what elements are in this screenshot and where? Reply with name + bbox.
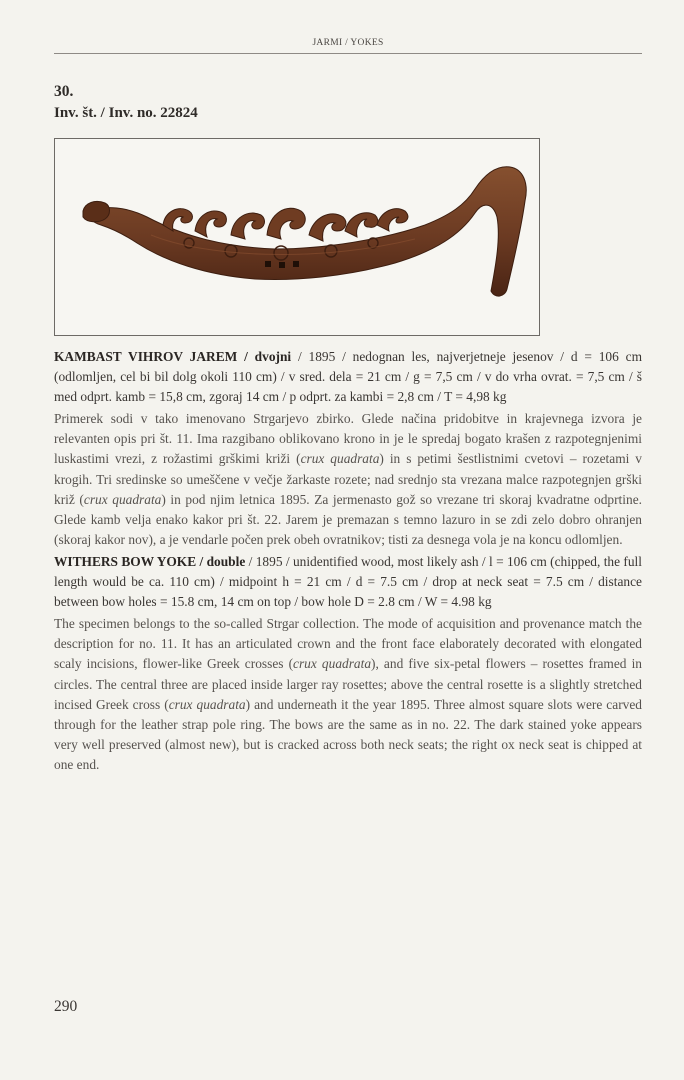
entry-text xyxy=(54,347,642,775)
slovene-heading xyxy=(54,347,642,407)
slovene-title: KAMBAST VIHROV JAREM xyxy=(54,349,238,364)
slovene-body-italic-1: crux quadrata xyxy=(300,451,380,467)
english-body-part-2: ), and five six-petal flowers – rosettes framed in circles. The central three are placed inside larger ray rosettes; above the central rosette is a slightly stretched incised Greek cross ( xyxy=(54,656,642,712)
slovene-body-part-1: Primerek sodi v tako imenovano Strgarjevo zbirko. Glede načina pridobitve in krajevnega izvora je relevanten opis pri št. 11. Ima razgibano oblikovano krono in je le spredaj bogato krašen z razpotegnjenimi luskastimi vrezi, z rožastimi grškimi križi ( xyxy=(54,411,642,467)
english-body-italic-2: crux quadrata xyxy=(168,696,246,712)
header-rule xyxy=(54,53,642,54)
slovene-title-sep: / xyxy=(237,349,255,364)
yoke-illustration xyxy=(55,139,539,335)
yoke-photo xyxy=(54,138,540,336)
slovene-body-part-3: ) in pod njim letnica 1895. Za jermenasto gož so vrezane tri skoraj kvadratne odprtine. Glede kamb velja enako kakor pri št. 22. Jarem je premazan s temno lazuro in se zdi zelo dobro ohranjen (skoraj kakor nov), a je vendarle počen prek obeh ovratnikov; tisti za desnega vola je na koncu odlomljen. xyxy=(54,491,642,547)
slovene-body-part-2: ) in s petimi šestlistnimi cvetovi – rozetami v krogih. Tri sredinske so umeščene v večje žarkaste rozete; nad srednjo sta vrezana malce razpotegnjen grški križ ( xyxy=(54,451,642,507)
english-specs: / 1895 / unidentified wood, most likely ash / l = 106 cm (chipped, the full length would be ca. 110 cm) / midpoint h = 21 cm / d = 7.5 cm / drop at neck seat = 7.5 cm / distance between bow holes = 15.8 cm, 14 cm on top / bow hole D = 2.8 cm / W = 4.98 kg xyxy=(54,553,643,610)
english-body-italic-1: crux quadrata xyxy=(293,656,372,672)
yoke-left-end xyxy=(83,201,110,221)
english-type: double xyxy=(206,553,246,569)
yoke-beam xyxy=(90,167,526,296)
running-head: JARMI / YOKES xyxy=(312,38,384,48)
yoke-crown-scrolls xyxy=(163,208,408,241)
inventory-number: Inv. št. / Inv. no. 22824 xyxy=(54,105,198,121)
english-title: WITHERS BOW YOKE xyxy=(54,553,197,569)
slovene-specs: / 1895 / nedognan les, najverjetneje jesenov / d = 106 cm (odlomljen, cel bi bil dolg okoli 110 cm) / v sred. dela = 21 cm / g = 7,5 cm / v do vrha ovrat. = 7,5 cm / š med odprt. kamb = 15,8 cm, zgoraj 14 cm / p odprt. za kambi = 2,8 cm / T = 4,98 kg xyxy=(54,349,642,405)
slovene-description xyxy=(54,409,642,550)
english-body-part-1: The specimen belongs to the so-called Strgar collection. The mode of acquisition and provenance match the description for no. 11. It has an articulated crown and the front face elaborately decorated with elongated scaly incisions, flower-like Greek crosses ( xyxy=(54,616,642,672)
slovene-type: dvojni xyxy=(254,349,292,364)
yoke-strap-slots xyxy=(265,261,299,268)
slovene-body-italic-2: crux quadrata xyxy=(83,491,162,507)
page-number: 290 xyxy=(54,998,78,1015)
english-body-part-3: ) and underneath it the year 1895. Three almost square slots were carved through for the leather strap pole ring. The bows are the same as in no. 22. The dark stained yoke appears very well preserved (almost new), but is cracked across both neck seats; the right ox neck seat is chipped at one end. xyxy=(54,696,642,772)
english-description xyxy=(54,614,642,775)
entry-number: 30. xyxy=(54,83,74,100)
english-heading xyxy=(54,552,642,612)
english-title-sep: / xyxy=(196,553,207,569)
